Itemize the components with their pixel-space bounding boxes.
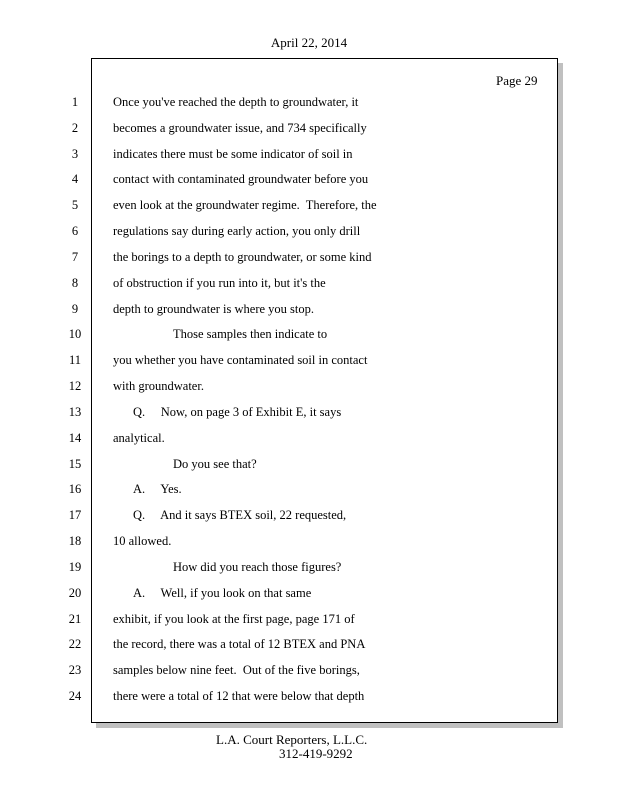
line-text: contact with contaminated groundwater before you — [113, 172, 369, 187]
line-number: 17 — [68, 508, 82, 523]
line-text: samples below nine feet. Out of the five borings, — [113, 663, 360, 678]
line-number: 8 — [71, 275, 79, 290]
line-number: 10 — [68, 327, 82, 342]
transcript-line — [0, 245, 560, 271]
line-text: with groundwater. — [113, 379, 204, 394]
transcript-line — [0, 348, 560, 374]
line-text: even look at the groundwater regime. Therefore, the — [113, 198, 377, 213]
transcript-line — [0, 297, 560, 323]
transcript-line — [0, 90, 560, 116]
line-text: there were a total of 12 that were below that depth — [113, 689, 365, 704]
line-text: 10 allowed. — [113, 534, 172, 549]
footer-phone: 312-419-9292 — [279, 746, 353, 761]
transcript-line — [0, 116, 560, 142]
line-text: the borings to a depth to groundwater, or some kind — [113, 249, 372, 264]
transcript-line — [0, 193, 560, 219]
line-text: A. Yes. — [133, 482, 182, 497]
line-number: 19 — [68, 559, 82, 574]
line-text: the record, there was a total of 12 BTEX and PNA — [113, 637, 366, 652]
line-text: Once you've reached the depth to groundwater, it — [113, 95, 359, 109]
transcript-line — [0, 167, 560, 193]
line-number: 22 — [68, 637, 82, 652]
line-number: 2 — [71, 120, 79, 135]
transcript-line — [0, 555, 560, 581]
footer-company: L.A. Court Reporters, L.L.C. — [216, 732, 368, 747]
line-number: 23 — [68, 663, 82, 678]
transcript-line — [0, 426, 560, 452]
transcript-line — [0, 452, 560, 478]
transcript-line — [0, 632, 560, 658]
transcript-line — [0, 400, 560, 426]
transcript-lines — [0, 90, 560, 710]
line-text: depth to groundwater is where you stop. — [113, 301, 315, 316]
line-number: 15 — [68, 456, 82, 471]
line-number: 13 — [68, 404, 82, 419]
transcript-line — [0, 503, 560, 529]
line-text: analytical. — [113, 430, 165, 445]
transcript-line — [0, 581, 560, 607]
line-number: 7 — [71, 249, 79, 264]
transcript-line — [0, 658, 560, 684]
line-text: of obstruction if you run into it, but it's the — [113, 275, 326, 290]
transcript-line — [0, 219, 560, 245]
line-number: 20 — [68, 585, 82, 600]
line-number: 3 — [71, 146, 79, 161]
line-number: 24 — [68, 689, 82, 704]
transcript-line — [0, 142, 560, 168]
line-text: How did you reach those figures? — [173, 559, 342, 574]
line-text: Q. Now, on page 3 of Exhibit E, it says — [133, 404, 342, 419]
transcript-line — [0, 529, 560, 555]
line-text: Those samples then indicate to — [173, 327, 328, 342]
line-number: 12 — [68, 379, 82, 394]
line-number: 18 — [68, 534, 82, 549]
page-number: Page 29 — [496, 73, 538, 88]
line-number: 9 — [71, 301, 79, 316]
header-date: April 22, 2014 — [270, 35, 348, 50]
line-text: indicates there must be some indicator of soil in — [113, 146, 353, 161]
line-text: regulations say during early action, you only drill — [113, 224, 361, 239]
transcript-line — [0, 684, 560, 710]
transcript-line — [0, 607, 560, 633]
line-number: 5 — [71, 198, 79, 213]
line-text: Do you see that? — [173, 456, 257, 471]
line-text: becomes a groundwater issue, and 734 specifically — [113, 120, 367, 135]
line-number: 1 — [71, 95, 79, 109]
transcript-line — [0, 477, 560, 503]
transcript-line — [0, 374, 560, 400]
line-text: A. Well, if you look on that same — [133, 585, 312, 600]
line-number: 21 — [68, 611, 82, 626]
line-text: Q. And it says BTEX soil, 22 requested, — [133, 508, 347, 523]
transcript-line — [0, 322, 560, 348]
line-number: 6 — [71, 224, 79, 239]
line-number: 4 — [71, 172, 79, 187]
transcript-line — [0, 271, 560, 297]
line-text: you whether you have contaminated soil in contact — [113, 353, 368, 368]
line-number: 16 — [68, 482, 82, 497]
line-number: 11 — [68, 353, 82, 368]
line-number: 14 — [68, 430, 82, 445]
line-text: exhibit, if you look at the first page, page 171 of — [113, 611, 355, 626]
